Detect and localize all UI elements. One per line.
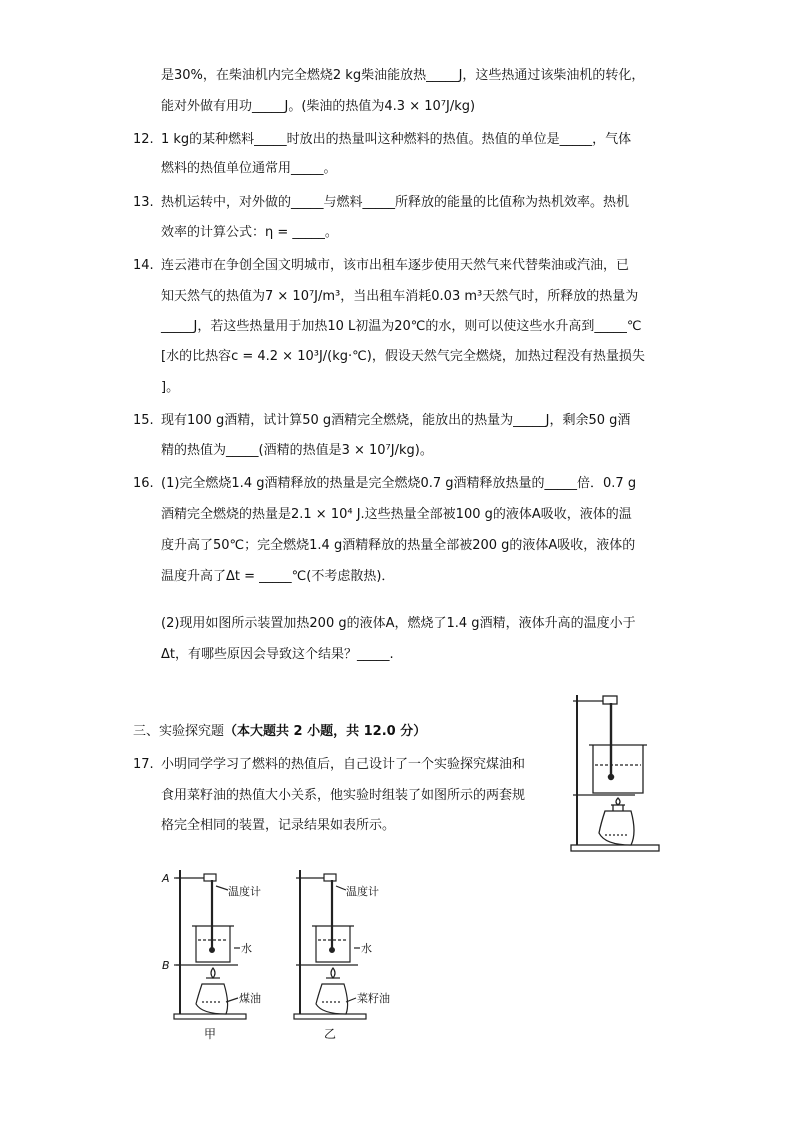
q13-line-2: 效率的计算公式：η = _____。 — [161, 225, 338, 240]
apparatus-figure-small — [565, 685, 665, 857]
label-thermometer-left: 温度计 — [228, 885, 261, 898]
q16-line-3: 度升高了50℃；完全燃烧1.4 g酒精释放的热量全部被200 g的液体A吸收，液体的 — [161, 538, 636, 553]
label-kerosene: 煤油 — [239, 992, 261, 1005]
q13-number: 13. — [133, 195, 154, 210]
q12-number: 12. — [133, 132, 154, 147]
q17-line-1: 小明同学学习了燃料的热值后，自己设计了一个实验探究煤油和 — [161, 757, 526, 772]
q12-line-2: 燃料的热值单位通常用_____。 — [161, 161, 337, 176]
q12-line-1: 1 kg的某种燃料_____时放出的热量叫这种燃料的热值。热值的单位是_____，气体 — [161, 132, 632, 147]
q15-line-2: 精的热值为_____(酒精的热值是3 × 10⁷J/kg)。 — [161, 443, 433, 458]
q14-number: 14. — [133, 258, 154, 273]
q17-number: 17. — [133, 757, 154, 772]
apparatus-figure-pair — [160, 862, 400, 1052]
q16-line-1: (1)完全燃烧1.4 g酒精释放的热量是完全燃烧0.7 g酒精释放热量的_____倍．0.7 g — [161, 476, 637, 491]
label-b: B — [162, 959, 170, 972]
label-thermometer-right: 温度计 — [346, 885, 379, 898]
q15-number: 15. — [133, 413, 154, 428]
q16-line-5: (2)现用如图所示装置加热200 g的液体A，燃烧了1.4 g酒精，液体升高的温度小于 — [161, 616, 636, 631]
q15-line-1: 现有100 g酒精，试计算50 g酒精完全燃烧，能放出的热量为_____J，剩余50 g酒 — [161, 413, 631, 428]
label-rapeseed-oil: 菜籽油 — [357, 992, 390, 1005]
caption-right: 乙 — [324, 1027, 337, 1041]
label-water-left: 水 — [241, 942, 252, 955]
label-a: A — [162, 872, 170, 885]
section-heading-prefix: 三、实验探究题 — [133, 724, 225, 739]
caption-left: 甲 — [204, 1027, 217, 1041]
q16-line-4: 温度升高了Δt = _____℃(不考虑散热)． — [161, 569, 395, 584]
q16-line-2: 酒精完全燃烧的热量是2.1 × 10⁴ J.这些热量全部被100 g的液体A吸收，液体的温 — [161, 507, 632, 522]
q14-line-5: ]。 — [161, 380, 180, 395]
q16-line-6: Δt，有哪些原因会导致这个结果？_____. — [161, 647, 394, 662]
q14-line-1: 连云港市在争创全国文明城市，该市出租车逐步使用天然气来代替柴油或汽油，已 — [161, 258, 630, 273]
q17-line-3: 格完全相同的装置，记录结果如表所示。 — [161, 818, 396, 833]
label-water-right: 水 — [361, 942, 372, 955]
q14-line-2: 知天然气的热值为7 × 10⁷J/m³，当出租车消耗0.03 m³天然气时，所释放的热量为 — [161, 289, 639, 304]
q11-line-1: 是30%，在柴油机内完全燃烧2 kg柴油能放热_____J，这些热通过该柴油机的转化， — [161, 68, 645, 83]
q16-number: 16. — [133, 476, 154, 491]
q14-line-4: [水的比热容c = 4.2 × 10³J/(kg·℃)，假设天然气完全燃烧，加热过程没有热量损失 — [161, 349, 645, 364]
q13-line-1: 热机运转中，对外做的_____与燃料_____所释放的能量的比值称为热机效率。热机 — [161, 195, 630, 210]
q14-line-3: _____J，若这些热量用于加热10 L初温为20℃的水，则可以使这些水升高到_____℃ — [161, 319, 642, 334]
q11-line-2: 能对外做有用功_____J。(柴油的热值为4.3 × 10⁷J/kg) — [161, 99, 476, 114]
section-heading-detail: （本大题共 2 小题，共 12.0 分） — [224, 724, 427, 739]
section-heading — [133, 722, 426, 742]
q17-line-2: 食用菜籽油的热值大小关系，他实验时组装了如图所示的两套规 — [161, 788, 526, 803]
